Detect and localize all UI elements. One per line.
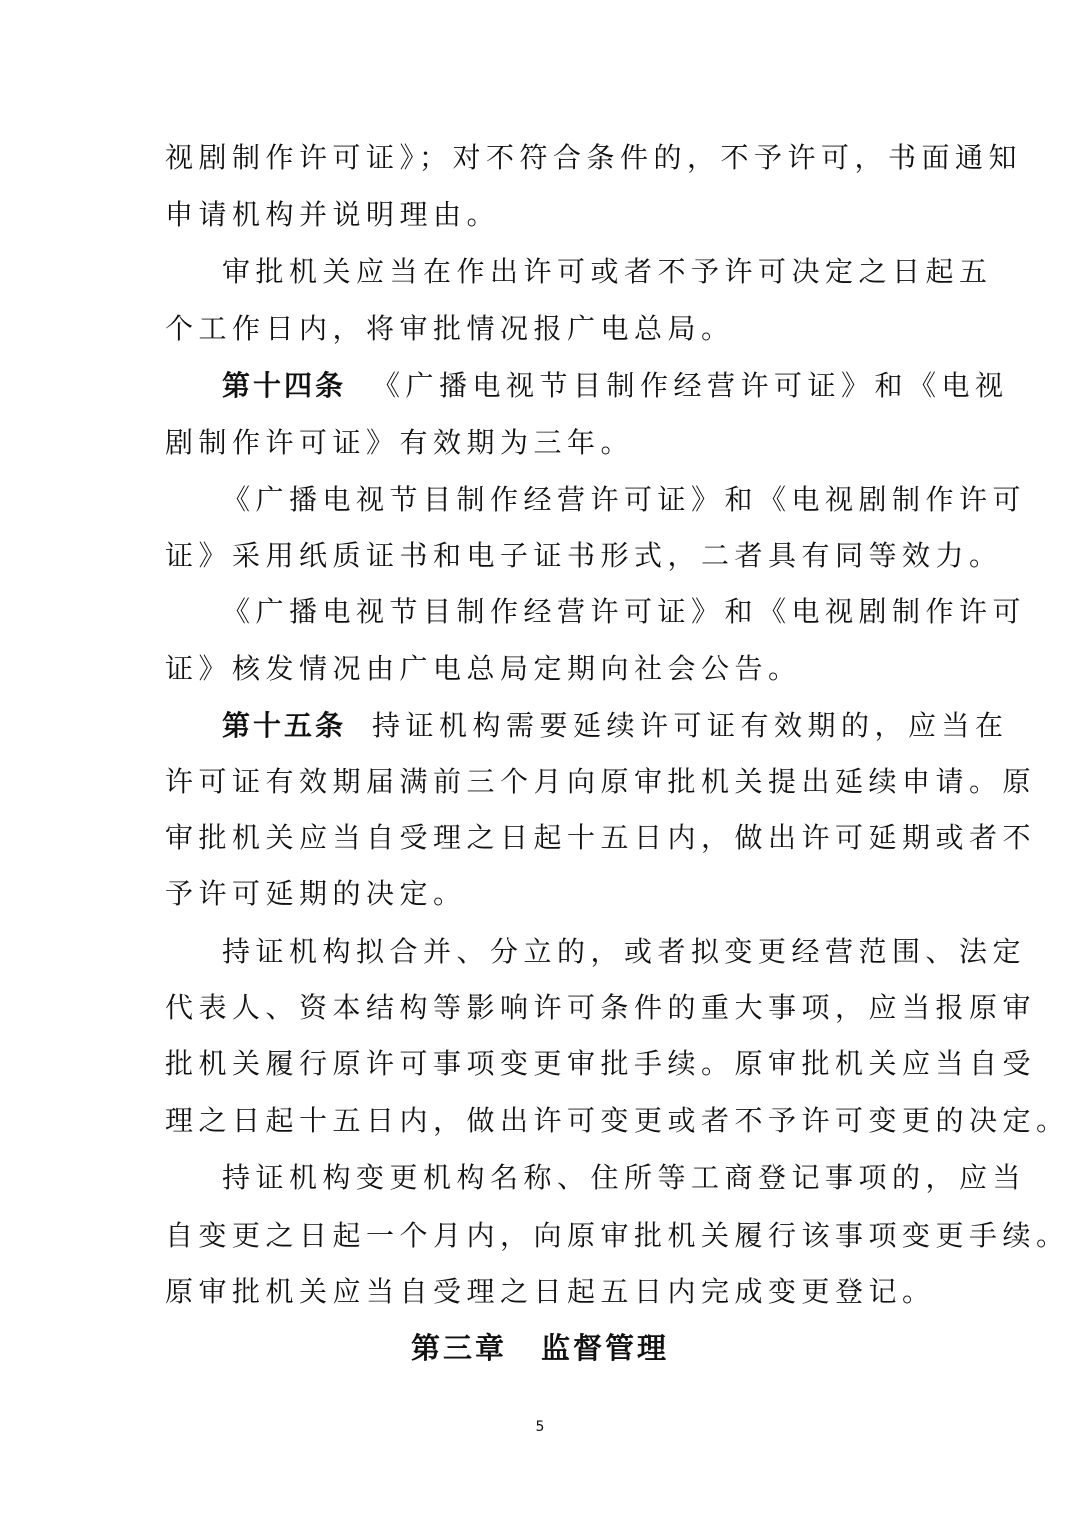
text-line: 持证机构拟合并、分立的，或者拟变更经营范围、法定 (222, 935, 1027, 968)
chapter-heading (0, 1328, 1080, 1368)
page-number: 5 (535, 1419, 545, 1435)
text-line: 《广播电视节目制作经营许可证》和《电视剧制作许可 (222, 483, 1027, 516)
text-line: 代表人、资本结构等影响许可条件的重大事项，应当报原审 (165, 991, 1037, 1024)
text-line: 审批机关应当在作出许可或者不予许可决定之日起五 (222, 255, 993, 288)
text-line: 予许可延期的决定。 (165, 877, 467, 910)
text-segment: 《广播电视节目制作经营许可证》和《电视 (372, 369, 1009, 402)
article-14-first-line (222, 366, 1009, 406)
text-line: 个工作日内，将审批情况报广电总局。 (165, 312, 735, 345)
text-line: 理之日起十五日内，做出许可变更或者不予许可变更的决定。 (165, 1104, 1070, 1137)
text-line: 证》核发情况由广电总局定期向社会公告。 (165, 652, 802, 685)
article-15-first-line (222, 706, 1009, 746)
article-number: 第十五条 (222, 709, 347, 742)
text-line: 《广播电视节目制作经营许可证》和《电视剧制作许可 (222, 595, 1027, 628)
text-line: 视剧制作许可证》；对不符合条件的，不予许可，书面通知 (165, 141, 1023, 174)
chapter-number: 第三章 (410, 1331, 507, 1365)
text-line: 审批机关应当自受理之日起十五日内，做出许可延期或者不 (165, 821, 1037, 854)
text-line: 证》采用纸质证书和电子证书形式，二者具有同等效力。 (165, 539, 1003, 572)
text-line: 批机关履行原许可事项变更审批手续。原审批机关应当自受 (165, 1047, 1037, 1080)
article-number: 第十四条 (222, 369, 347, 402)
text-line: 持证机构变更机构名称、住所等工商登记事项的，应当 (222, 1161, 1027, 1194)
text-line: 自变更之日起一个月内，向原审批机关履行该事项变更手续。 (165, 1219, 1070, 1252)
text-line: 剧制作许可证》有效期为三年。 (165, 426, 635, 459)
text-segment: 持证机构需要延续许可证有效期的，应当在 (372, 709, 1009, 742)
chapter-title: 监督管理 (541, 1331, 670, 1365)
text-line: 申请机构并说明理由。 (165, 198, 501, 231)
text-line: 许可证有效期届满前三个月向原审批机关提出延续申请。原 (165, 765, 1037, 798)
text-line: 原审批机关应当自受理之日起五日内完成变更登记。 (165, 1275, 936, 1308)
